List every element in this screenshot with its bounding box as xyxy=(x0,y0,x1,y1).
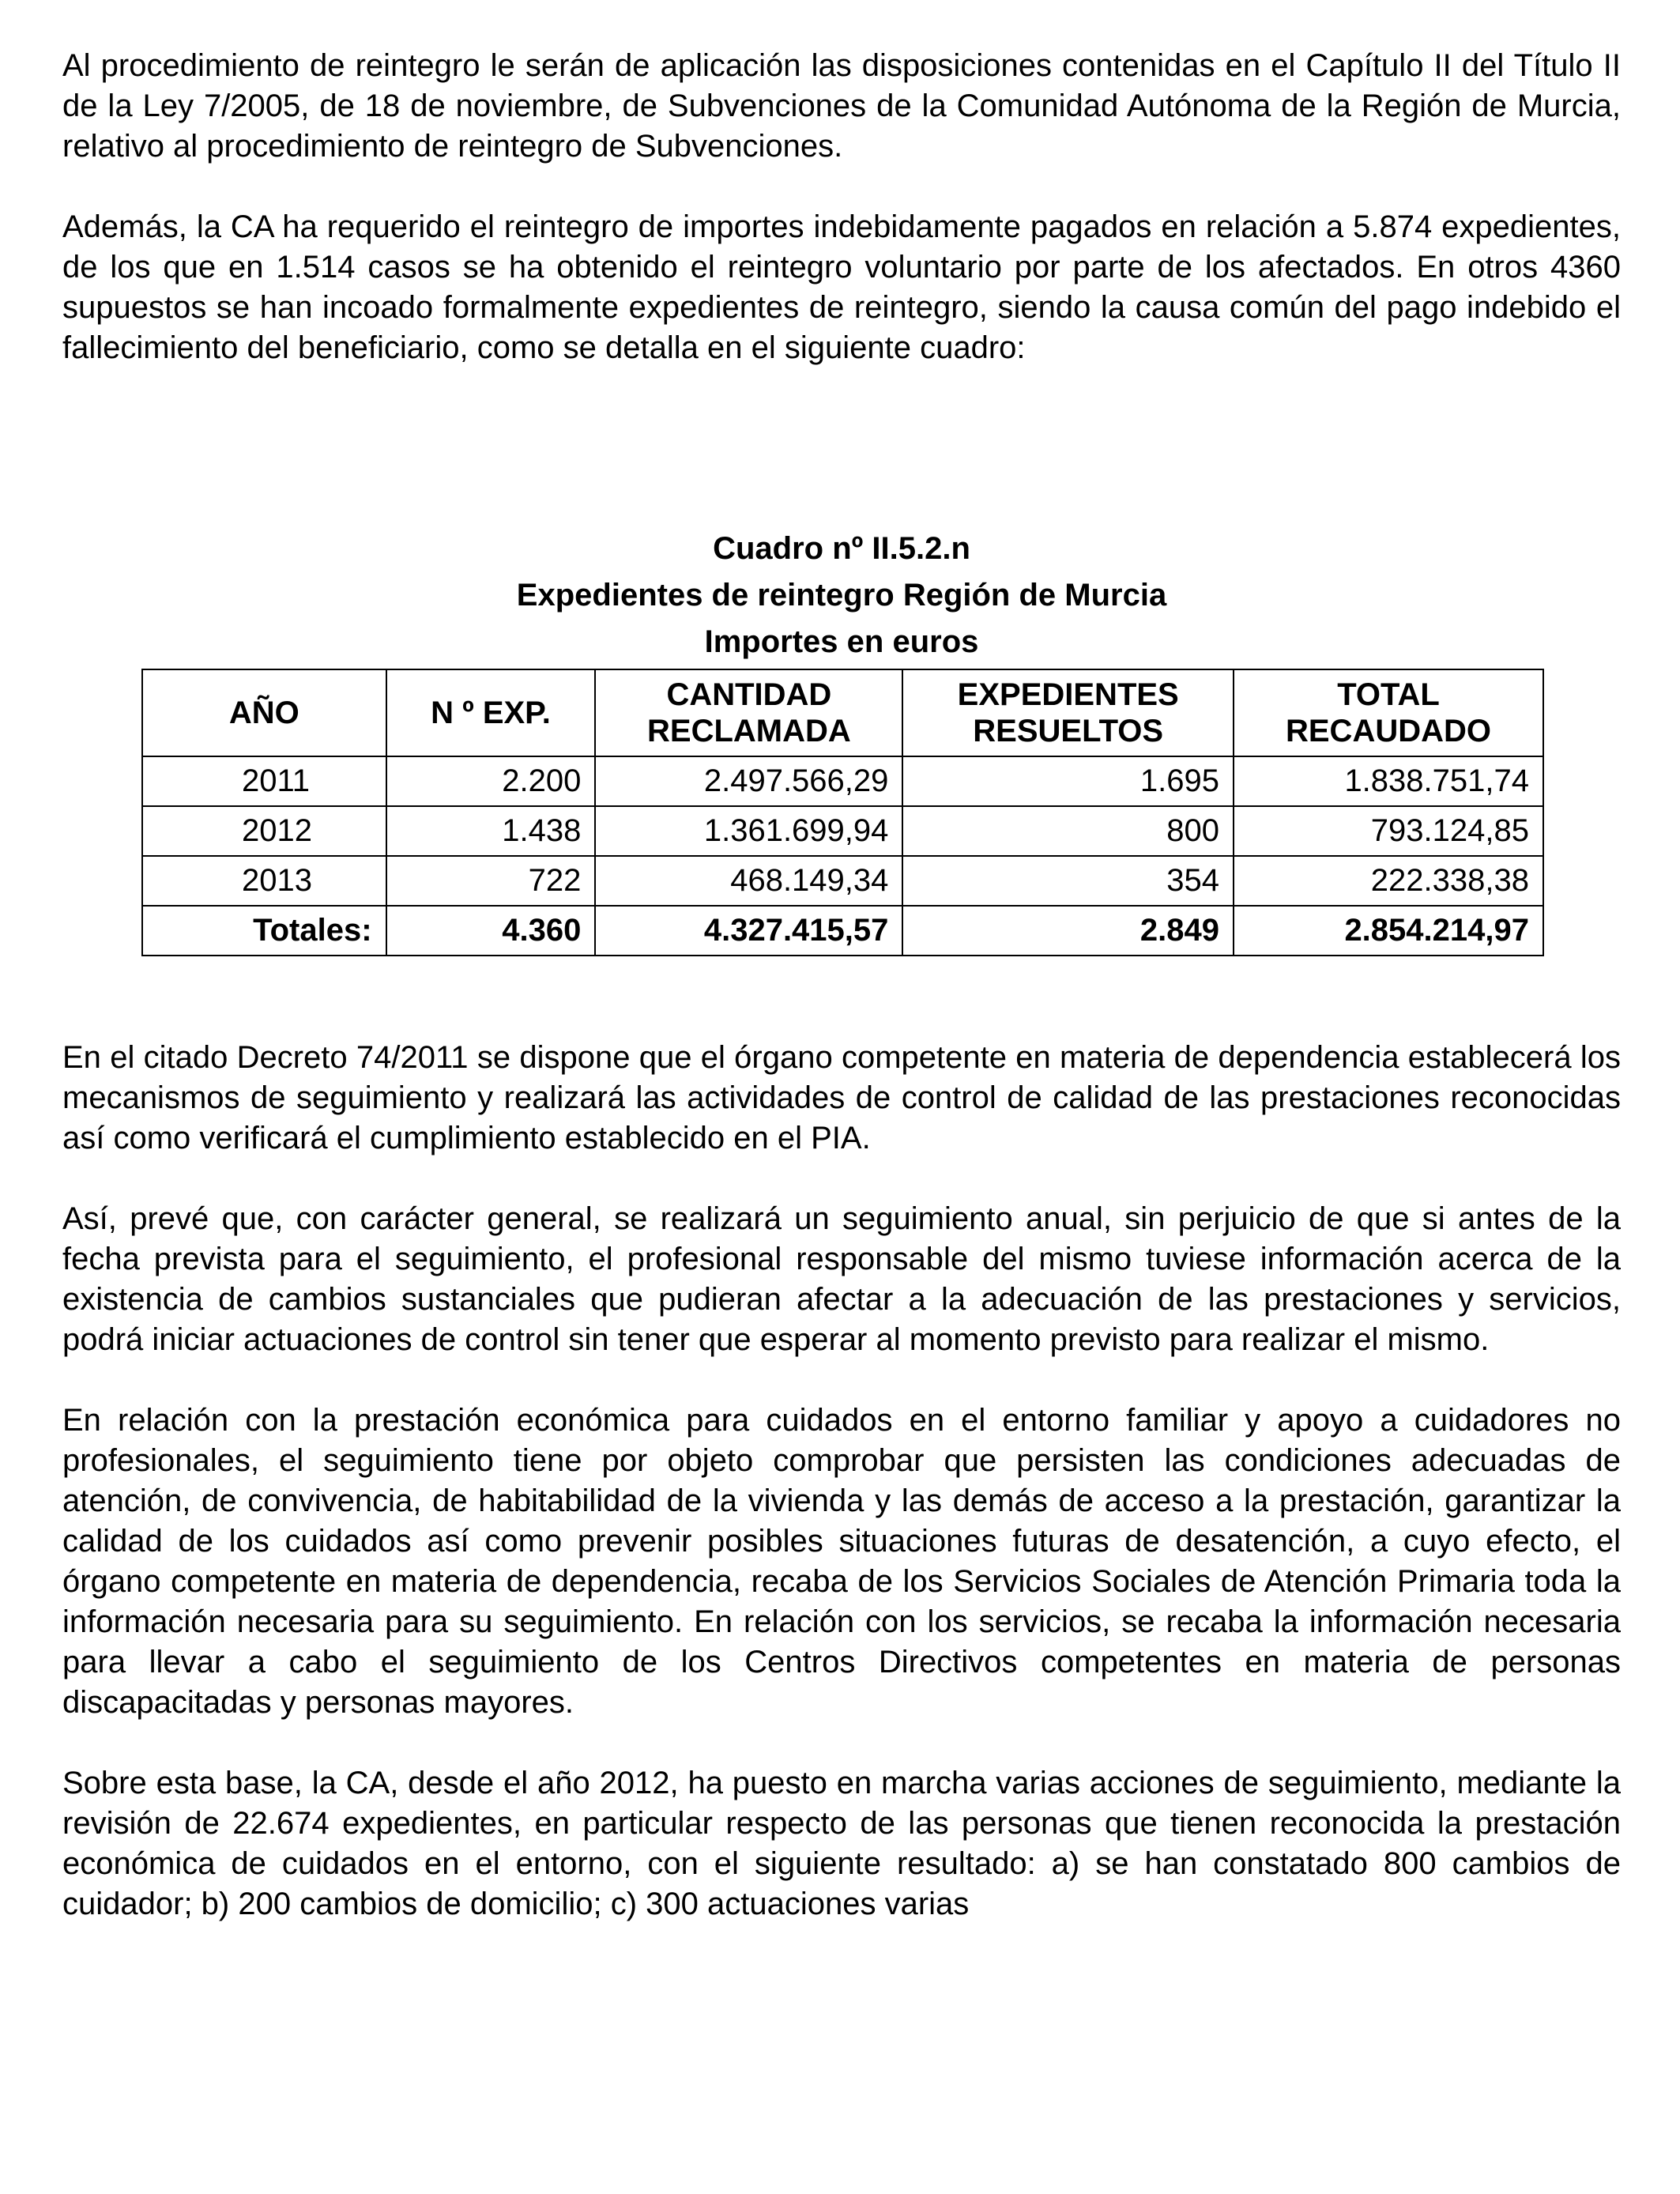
paragraph-prestacion-economica: En relación con la prestación económica para cuidados en el entorno familiar y apoyo a cuidadores no profesionales, el seguimiento tiene por objeto comprobar que persisten las condiciones adecuadas de atención, de convivencia, de habitabilidad de la vivienda y las demás de acceso a la prestación, garantizar la calidad de los cuidados así como prevenir posibles situaciones futuras de desatención, a cuyo efecto, el órgano competente en materia de dependencia, recaba de los Servicios Sociales de Atención Primaria toda la información necesaria para su seguimiento. En relación con los servicios, se recaba la información necesaria para llevar a cabo el seguimiento de los Centros Directivos competentes en materia de personas discapacitadas y personas mayores. xyxy=(62,1403,1621,1720)
cell-resueltos: 800 xyxy=(902,806,1234,856)
cell-year: 2011 xyxy=(142,756,386,806)
table-row xyxy=(142,856,1543,906)
paragraph-reintegro-requests: Además, la CA ha requerido el reintegro de importes indebidamente pagados en relación a 5.874 expedientes, de los que en 1.514 casos se ha obtenido el reintegro voluntario por parte de los afectados. En otros 4360 supuestos se han incoado formalmente expedientes de reintegro, siendo la causa común del pago indebido el fallecimiento del beneficiario, como se detalla en el siguiente cuadro: xyxy=(62,209,1621,365)
cell-cantidad: 2.497.566,29 xyxy=(595,756,902,806)
table-totals-row xyxy=(142,906,1543,956)
cell-cantidad: 1.361.699,94 xyxy=(595,806,902,856)
header-cantidad: CANTIDAD RECLAMADA xyxy=(595,669,902,756)
paragraph-decreto: En el citado Decreto 74/2011 se dispone que el órgano competente en materia de dependencia establecerá los mecanismos de seguimiento y realizará las actividades de control de calidad de las prestaciones reconocidas así como verificará el cumplimiento establecido en el PIA. xyxy=(62,1040,1621,1155)
cell-resueltos: 1.695 xyxy=(902,756,1234,806)
lower-text xyxy=(62,1038,1621,1924)
reintegro-table xyxy=(141,669,1544,956)
header-resueltos: EXPEDIENTES RESUELTOS xyxy=(902,669,1234,756)
cell-totals-label: Totales: xyxy=(142,906,386,956)
cell-year: 2013 xyxy=(142,856,386,906)
cell-totals-total: 2.854.214,97 xyxy=(1234,906,1543,956)
cell-n-exp: 1.438 xyxy=(386,806,596,856)
cell-total: 793.124,85 xyxy=(1234,806,1543,856)
caption-number: Cuadro nº II.5.2.n xyxy=(713,531,970,566)
cell-total: 1.838.751,74 xyxy=(1234,756,1543,806)
cell-total: 222.338,38 xyxy=(1234,856,1543,906)
cell-resueltos: 354 xyxy=(902,856,1234,906)
cell-n-exp: 2.200 xyxy=(386,756,596,806)
cell-n-exp: 722 xyxy=(386,856,596,906)
header-n-exp: N º EXP. xyxy=(386,669,596,756)
header-total: TOTAL RECAUDADO xyxy=(1234,669,1543,756)
paragraph-seguimiento-anual: Así, prevé que, con carácter general, se realizará un seguimiento anual, sin perjuicio de que si antes de la fecha prevista para el seguimiento, el profesional responsable del mismo tuviese información acerca de la existencia de cambios sustanciales que pudieran afectar a la adecuación de las prestaciones y servicios, podrá iniciar actuaciones de control sin tener que esperar al momento previsto para realizar el mismo. xyxy=(62,1201,1621,1357)
cell-year: 2012 xyxy=(142,806,386,856)
table-caption xyxy=(62,526,1621,665)
table-row xyxy=(142,756,1543,806)
cell-cantidad: 468.149,34 xyxy=(595,856,902,906)
caption-title: Expedientes de reintegro Región de Murcia xyxy=(516,578,1167,613)
cell-totals-n-exp: 4.360 xyxy=(386,906,596,956)
header-year: AÑO xyxy=(142,669,386,756)
paragraph-reintegro-procedure: Al procedimiento de reintegro le serán de aplicación las disposiciones contenidas en el Capítulo II del Título II de la Ley 7/2005, de 18 de noviembre, de Subvenciones de la Comunidad Autónoma de la Región de Murcia, relativo al procedimiento de reintegro de Subvenciones. xyxy=(62,48,1621,164)
table-header-row xyxy=(142,669,1543,756)
document-page xyxy=(62,46,1621,1921)
cell-totals-cantidad: 4.327.415,57 xyxy=(595,906,902,956)
table-row xyxy=(142,806,1543,856)
cell-totals-resueltos: 2.849 xyxy=(902,906,1234,956)
paragraph-acciones-seguimiento: Sobre esta base, la CA, desde el año 2012, ha puesto en marcha varias acciones de seguimiento, mediante la revisión de 22.674 expedientes, en particular respecto de las personas que tienen reconocida la prestación económica de cuidados en el entorno, con el siguiente resultado: a) se han constatado 800 cambios de cuidador; b) 200 cambios de domicilio; c) 300 actuaciones varias xyxy=(62,1766,1621,1921)
caption-units: Importes en euros xyxy=(704,624,979,659)
